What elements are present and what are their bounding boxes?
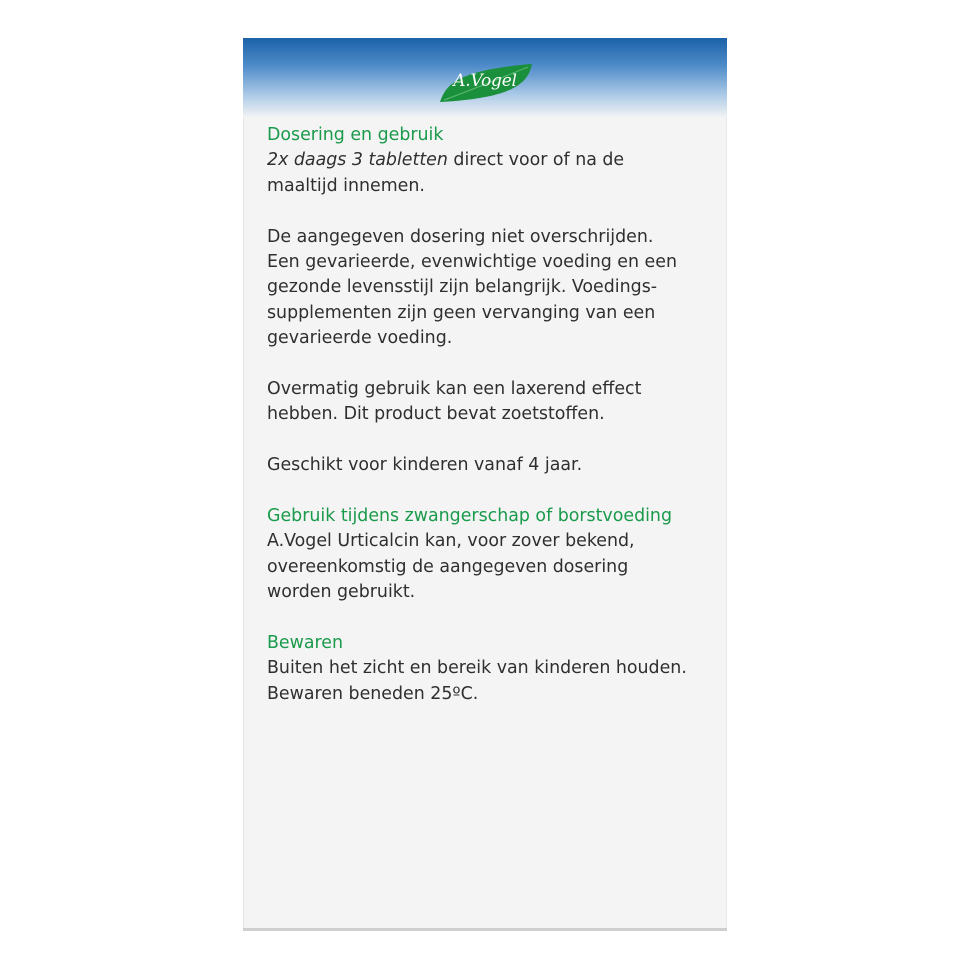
storage-line: Bewaren beneden 25ºC.	[267, 683, 479, 704]
pregnancy-line: A.Vogel Urticalcin kan, voor zover bekend,	[267, 531, 635, 552]
avogel-logo	[436, 62, 534, 104]
leaflet-content	[267, 123, 717, 707]
dosage-line-2: maaltijd innemen.	[267, 175, 425, 196]
warning-line: gezonde levensstijl zijn belangrijk. Voedings-	[267, 277, 658, 298]
pregnancy-line: worden gebruikt.	[267, 582, 416, 603]
overuse-line: hebben. Dit product bevat zoetstoffen.	[267, 404, 605, 425]
dosage-instruction	[267, 148, 717, 173]
pregnancy-line: overeenkomstig de aangegeven dosering	[267, 556, 629, 577]
overuse-line: Overmatig gebruik kan een laxerend effect	[267, 379, 642, 400]
children-line: Geschikt voor kinderen vanaf 4 jaar.	[267, 455, 583, 476]
warning-line: De aangegeven dosering niet overschrijden.	[267, 226, 654, 247]
storage-line: Buiten het zicht en bereik van kinderen houden.	[267, 658, 687, 679]
warning-line: supplementen zijn geen vervanging van een	[267, 302, 656, 323]
warning-line: Een gevarieerde, evenwichtige voeding en een	[267, 252, 677, 273]
heading-zwangerschap: Gebruik tijdens zwangerschap of borstvoeding	[267, 506, 672, 527]
logo-text: A.Vogel	[453, 71, 517, 91]
dosage-italic: 2x daags 3 tabletten	[267, 150, 448, 171]
leaflet-panel	[243, 38, 727, 931]
heading-dosering: Dosering en gebruik	[267, 125, 444, 145]
dosage-rest: direct voor of na de	[447, 150, 625, 171]
heading-bewaren: Bewaren	[267, 633, 343, 654]
warning-line: gevarieerde voeding.	[267, 328, 453, 349]
